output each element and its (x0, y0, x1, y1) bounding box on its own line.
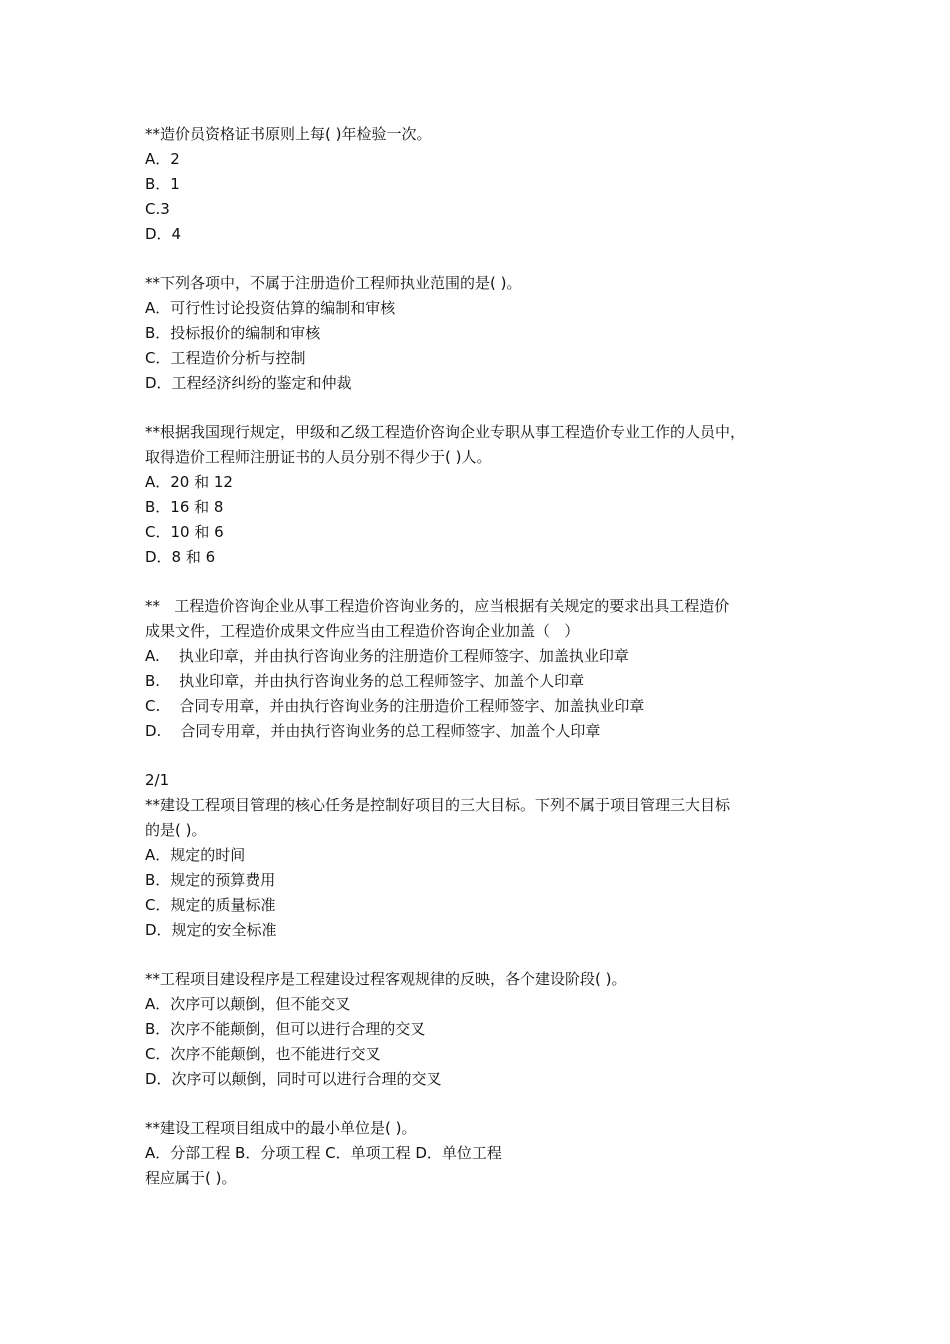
option-c: C．规定的质量标准 (145, 896, 276, 914)
question-stem: ** 工程造价咨询企业从事工程造价咨询业务的，应当根据有关规定的要求出具工程造价 (145, 597, 730, 615)
option-c: C. 合同专用章，并由执行咨询业务的注册造价工程师签字、加盖执业印章 (145, 697, 645, 715)
question-5 (145, 768, 825, 943)
option-a: A．2 (145, 150, 180, 168)
option-b: B. 执业印章，并由执行咨询业务的总工程师签字、加盖个人印章 (145, 672, 585, 690)
page-marker: 2/1 (145, 771, 170, 789)
question-2 (145, 271, 825, 396)
option-c: C.3 (145, 200, 170, 218)
question-stem: **下列各项中，不属于注册造价工程师执业范围的是( )。 (145, 274, 522, 292)
option-d: D．次序可以颠倒，同时可以进行合理的交叉 (145, 1070, 442, 1088)
question-stem-cont: 取得造价工程师注册证书的人员分别不得少于( )人。 (145, 448, 492, 466)
option-a: A．规定的时间 (145, 846, 246, 864)
trailing-text: 程应属于( )。 (145, 1169, 237, 1187)
spacer (145, 570, 825, 594)
question-stem: **工程项目建设程序是工程建设过程客观规律的反映，各个建设阶段( )。 (145, 970, 627, 988)
question-stem: **建设工程项目组成中的最小单位是( )。 (145, 1119, 417, 1137)
question-4 (145, 594, 825, 744)
document-page (145, 122, 825, 1191)
question-stem-cont: 的是( )。 (145, 821, 207, 839)
option-b: B．规定的预算费用 (145, 871, 276, 889)
option-b: B．16 和 8 (145, 498, 224, 516)
question-stem-cont: 成果文件，工程造价成果文件应当由工程造价咨询企业加盖（ ） (145, 622, 580, 640)
option-d: D．工程经济纠纷的鉴定和仲裁 (145, 374, 352, 392)
option-d: D．规定的安全标准 (145, 921, 277, 939)
option-c: C．工程造价分析与控制 (145, 349, 306, 367)
question-stem: **建设工程项目管理的核心任务是控制好项目的三大目标。下列不属于项目管理三大目标 (145, 796, 731, 814)
option-d: D．8 和 6 (145, 548, 216, 566)
option-c: C．次序不能颠倒，也不能进行交叉 (145, 1045, 381, 1063)
spacer (145, 396, 825, 420)
spacer (145, 943, 825, 967)
option-b: B．投标报价的编制和审核 (145, 324, 321, 342)
option-d: D. 合同专用章，并由执行咨询业务的总工程师签字、加盖个人印章 (145, 722, 601, 740)
option-a: A．可行性讨论投资估算的编制和审核 (145, 299, 396, 317)
option-a: A．20 和 12 (145, 473, 233, 491)
question-1 (145, 122, 825, 247)
option-b: B．1 (145, 175, 180, 193)
spacer (145, 744, 825, 768)
question-stem: **根据我国现行规定，甲级和乙级工程造价咨询企业专职从事工程造价专业工作的人员中， (145, 423, 746, 441)
option-a: A. 执业印章，并由执行咨询业务的注册造价工程师签字、加盖执业印章 (145, 647, 629, 665)
question-3 (145, 420, 825, 570)
option-a: A．次序可以颠倒，但不能交叉 (145, 995, 351, 1013)
question-7 (145, 1116, 825, 1191)
spacer (145, 247, 825, 271)
options-inline: A．分部工程 B．分项工程 C．单项工程 D．单位工程 (145, 1144, 502, 1162)
option-c: C．10 和 6 (145, 523, 224, 541)
option-b: B．次序不能颠倒，但可以进行合理的交叉 (145, 1020, 426, 1038)
spacer (145, 1092, 825, 1116)
question-6 (145, 967, 825, 1092)
question-stem: **造价员资格证书原则上每( )年检验一次。 (145, 125, 432, 143)
option-d: D．4 (145, 225, 182, 243)
